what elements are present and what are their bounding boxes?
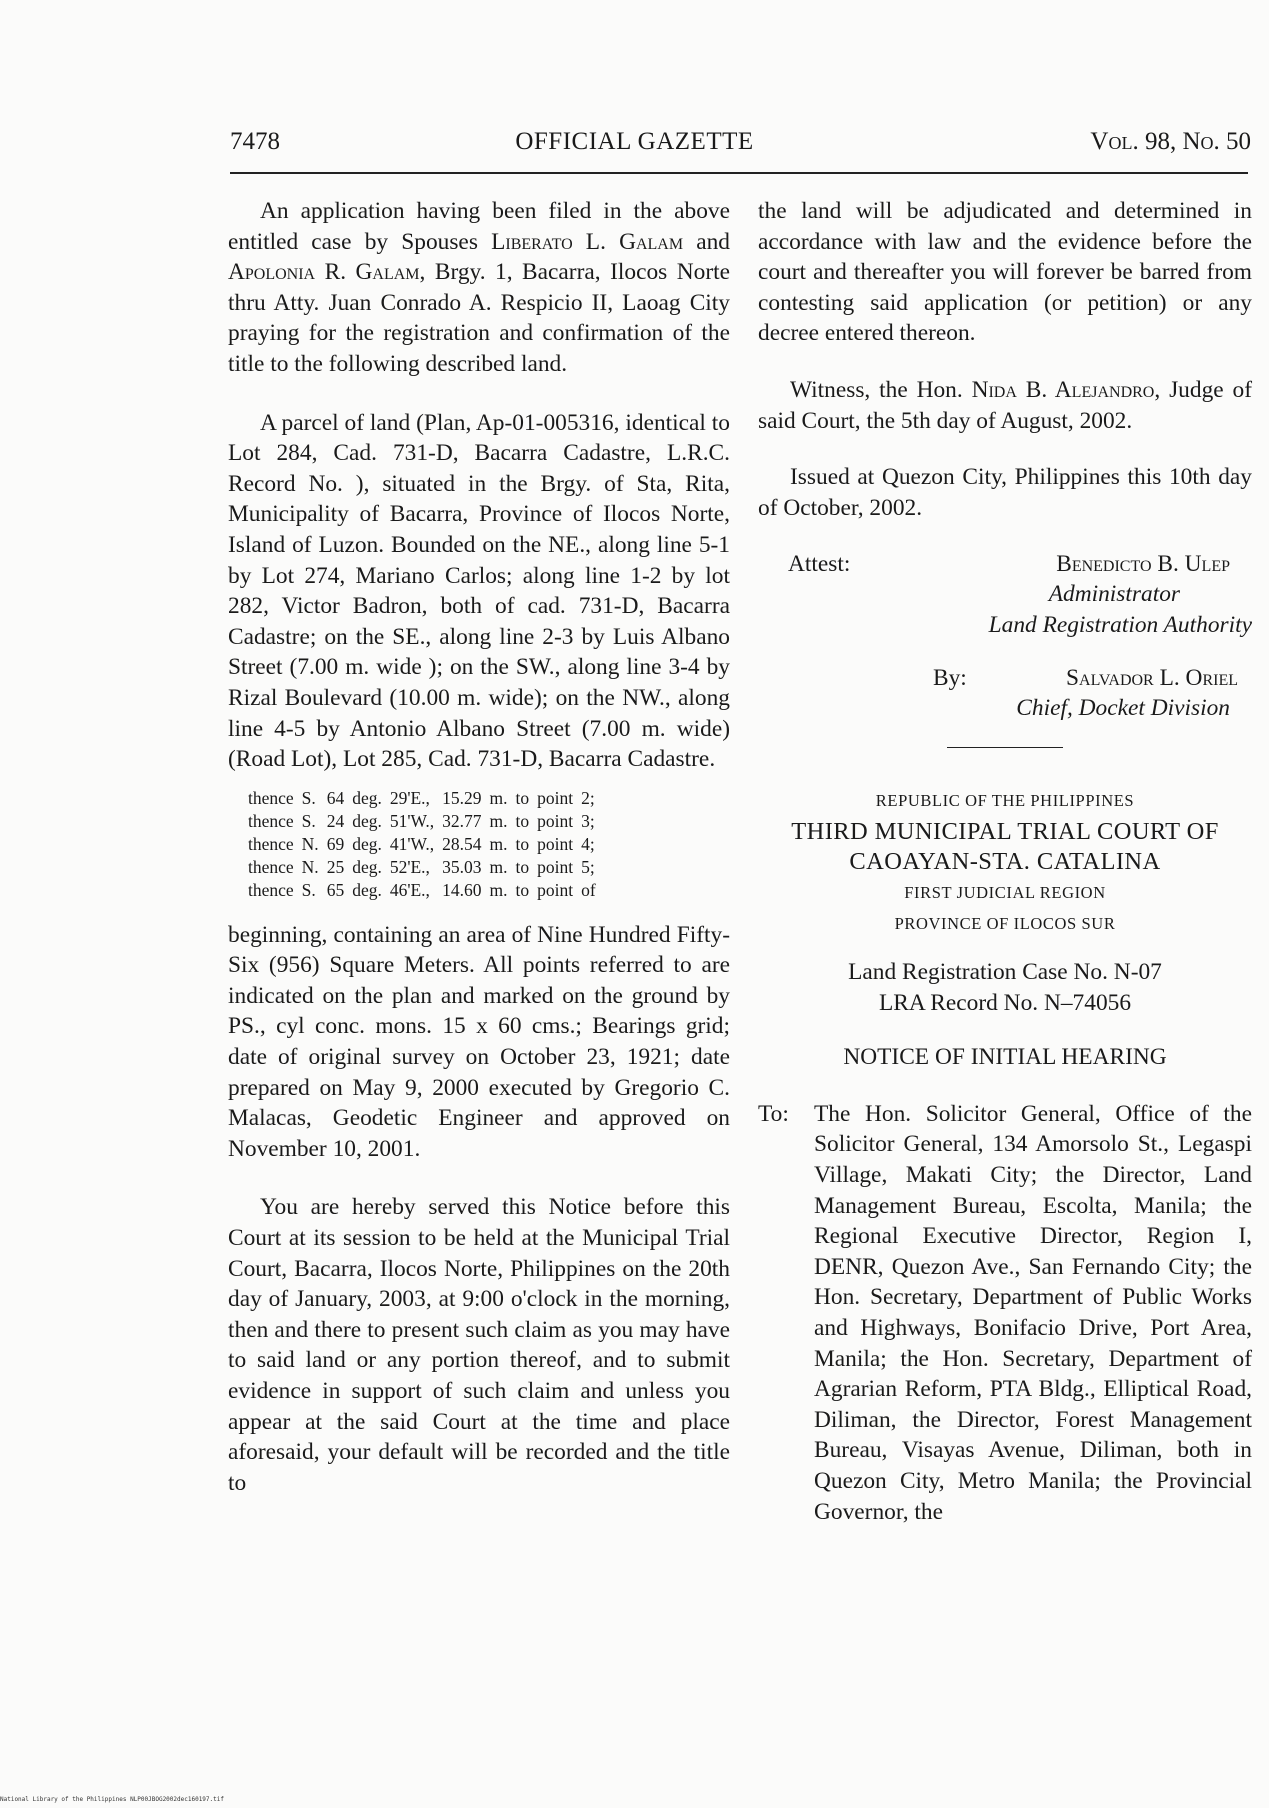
- bearing-cell: 64: [326, 787, 345, 808]
- bearing-cell: 32.77: [442, 810, 482, 831]
- case-number: Land Registration Case No. N-07: [848, 959, 1162, 986]
- bearing-cell: m.: [489, 787, 508, 808]
- bearing-row: [248, 879, 604, 902]
- bearing-cell: thence: [248, 787, 294, 808]
- bearing-cell: point: [537, 879, 574, 900]
- bearing-cell: N.: [301, 833, 319, 854]
- bearing-cell: point: [537, 833, 574, 854]
- bearing-cell: point: [537, 856, 574, 877]
- judge-name: Nida B. Alejandro: [971, 376, 1155, 403]
- volume-number: Vol. 98, No. 50: [1090, 128, 1251, 155]
- area-paragraph: beginning, containing an area of Nine Hundred Fifty-Six (956) Square Meters. All points referred to are indicated on the plan and marked on the ground by PS., cyl conc. mons. 15 x 60 cms.; Bearings grid; date of original survey on October 23, 1921; date prepared on May 9, 2000 executed by Gregorio C. Malacas, Geodetic Engineer and approved on November 10, 2001.: [228, 921, 730, 1162]
- bearing-row: [248, 810, 604, 833]
- applicant-name-2: Apolonia R. Galam: [228, 259, 420, 286]
- bearing-cell: 25: [326, 856, 345, 877]
- bearing-cell: 15.29: [442, 787, 482, 808]
- bearing-cell: of: [581, 879, 596, 900]
- notice-paragraph: You are hereby served this Notice before this Court at its session to be held at the Municipal Trial Court, Bacarra, Ilocos Norte, Philippines on the 20th day of January, 2003, at 9:00 o'clock in the morning, then and there to present such claim as you may have to said land or any portion thereof, and to submit evidence in support of such claim and unless you appear at the said Court at the time and place aforesaid, your default will be recorded and the title to: [228, 1194, 730, 1496]
- bearing-cell: to: [515, 787, 530, 808]
- header-rule: [230, 172, 1248, 174]
- bearing-cell: deg.: [352, 787, 382, 808]
- right-column: [758, 196, 1252, 1527]
- to-label: To:: [758, 1100, 789, 1127]
- addressee-block: [758, 1099, 1252, 1527]
- bearing-cell: point: [537, 787, 574, 808]
- bearing-cell: m.: [489, 810, 508, 831]
- notice-title: NOTICE OF INITIAL HEARING: [843, 1044, 1167, 1071]
- issued-paragraph: Issued at Quezon City, Philippines this 10th day of October, 2002.: [758, 464, 1252, 521]
- bearing-cell: 52'E.,: [389, 856, 430, 877]
- bearing-cell: to: [515, 810, 530, 831]
- region-heading: FIRST JUDICIAL REGION: [904, 882, 1106, 902]
- attest-name: Benedicto B. Ulep: [1056, 551, 1230, 578]
- bearing-row: [248, 856, 604, 879]
- bearing-cell: thence: [248, 879, 294, 900]
- page-number: 7478: [230, 128, 280, 155]
- bearing-cell: N.: [301, 856, 319, 877]
- bearing-cell: to: [515, 833, 530, 854]
- by-title: Chief, Docket Division: [1016, 694, 1230, 721]
- bearing-cell: S.: [301, 787, 316, 808]
- bearing-cell: 51'W.,: [389, 810, 435, 831]
- court-heading-2: CAOAYAN-STA. CATALINA: [849, 848, 1161, 876]
- bearing-cell: deg.: [352, 810, 382, 831]
- bearing-cell: 3;: [581, 810, 595, 831]
- witness-paragraph: Witness, the Hon. Nida B. Alejandro, Judge of said Court, the 5th day of August, 2002.: [758, 376, 1252, 434]
- court-heading-1: THIRD MUNICIPAL TRIAL COURT OF: [791, 817, 1219, 845]
- land-description-paragraph: A parcel of land (Plan, Ap-01-005316, identical to Lot 284, Cad. 731-D, Bacarra Cadastre, L.R.C. Record No. ), situated in the Brgy. of Sta, Rita, Municipality of Bacarra, Province of Ilocos Norte, Island of Luzon. Bounded on the NE., along line 5-1 by Lot 274, Mariano Carlos; along line 1-2 by lot 282, Victor Badron, both of cad. 731-D, Bacarra Cadastre; on the SE., along line 2-3 by Luis Albano Street (7.00 m. wide ); on the SW., along line 3-4 by Rizal Boulevard (10.00 m. wide); on the NW., along line 4-5 by Antonio Albano Street (7.00 m. wide) (Road Lot), Lot 285, Cad. 731-D, Bacarra Cadastre.: [228, 409, 730, 773]
- bearing-row: [248, 833, 604, 856]
- bearing-cell: deg.: [352, 879, 382, 900]
- adjudication-paragraph: the land will be adjudicated and determined in accordance with law and the evidence before the court and thereafter you will forever be barred from contesting said application (or petition) or any decree entered thereon.: [758, 198, 1252, 347]
- bearing-cell: m.: [489, 879, 508, 900]
- scan-footer: [0, 1796, 224, 1803]
- bearing-cell: 14.60: [442, 879, 482, 900]
- file-name: NLP00JBOG2002dec160197.tif: [130, 1796, 224, 1803]
- bearing-row: [248, 787, 604, 810]
- lra-record-number: LRA Record No. N–74056: [878, 989, 1132, 1016]
- library-credit: National Library of the Philippines: [0, 1796, 127, 1803]
- publication-title: OFFICIAL GAZETTE: [515, 128, 754, 155]
- republic-heading: REPUBLIC OF THE PHILIPPINES: [875, 791, 1135, 811]
- bearing-cell: S.: [301, 879, 316, 900]
- bearing-cell: deg.: [352, 833, 382, 854]
- bearing-cell: 46'E.,: [389, 879, 430, 900]
- attest-label: Attest:: [788, 551, 851, 578]
- bearing-cell: 2;: [581, 787, 595, 808]
- application-paragraph: An application having been filed in the above entitled case by Spouses Liberato L. Galam and Apolonia R. Galam, Brgy. 1, Bacarra, Ilocos Norte thru Atty. Juan Conrado A. Respicio II, Laoag City praying for the registration and confirmation of the title to the following described land.: [228, 198, 730, 377]
- bearings-table: [248, 787, 604, 902]
- attest-title-1: Administrator: [1048, 581, 1180, 608]
- bearing-cell: 29'E.,: [389, 787, 430, 808]
- by-label: By:: [933, 664, 967, 691]
- bearing-cell: m.: [489, 833, 508, 854]
- bearing-cell: 24: [326, 810, 345, 831]
- bearing-cell: 69: [326, 833, 345, 854]
- bearing-cell: to: [515, 856, 530, 877]
- bearing-cell: 41'W.,: [389, 833, 435, 854]
- bearing-cell: S.: [301, 810, 316, 831]
- bearing-cell: thence: [248, 856, 294, 877]
- bearing-cell: thence: [248, 833, 294, 854]
- bearing-cell: 35.03: [442, 856, 482, 877]
- bearing-cell: deg.: [352, 856, 382, 877]
- applicant-name-1: Liberato L. Galam: [491, 228, 684, 255]
- province-heading: PROVINCE OF ILOCOS SUR: [894, 913, 1116, 933]
- addressee-list: The Hon. Solicitor General, Office of the Solicitor General, 134 Amorsolo St., Legaspi Village, Makati City; the Director, Land Management Bureau, Escolta, Manila; the Regional Executive Director, Region I, DENR, Quezon Ave., San Fernando City; the Hon. Secretary, Department of Public Works and Highways, Bonifacio Drive, Port Area, Manila; the Hon. Secretary, Department of Agrarian Reform, PTA Bldg., Elliptical Road, Diliman, the Director, Forest Management Bureau, Visayas Avenue, Diliman, both in Quezon City, Metro Manila; the Provincial Governor, the: [814, 1100, 1252, 1525]
- left-column: [228, 196, 730, 1498]
- bearing-cell: thence: [248, 810, 294, 831]
- bearing-cell: 4;: [581, 833, 595, 854]
- bearing-cell: 5;: [581, 856, 595, 877]
- bearing-cell: 65: [326, 879, 345, 900]
- bearing-cell: m.: [489, 856, 508, 877]
- by-name: Salvador L. Oriel: [1066, 664, 1238, 691]
- bearing-cell: to: [515, 879, 530, 900]
- bearing-cell: point: [537, 810, 574, 831]
- attest-title-2: Land Registration Authority: [988, 611, 1252, 638]
- bearing-cell: 28.54: [442, 833, 482, 854]
